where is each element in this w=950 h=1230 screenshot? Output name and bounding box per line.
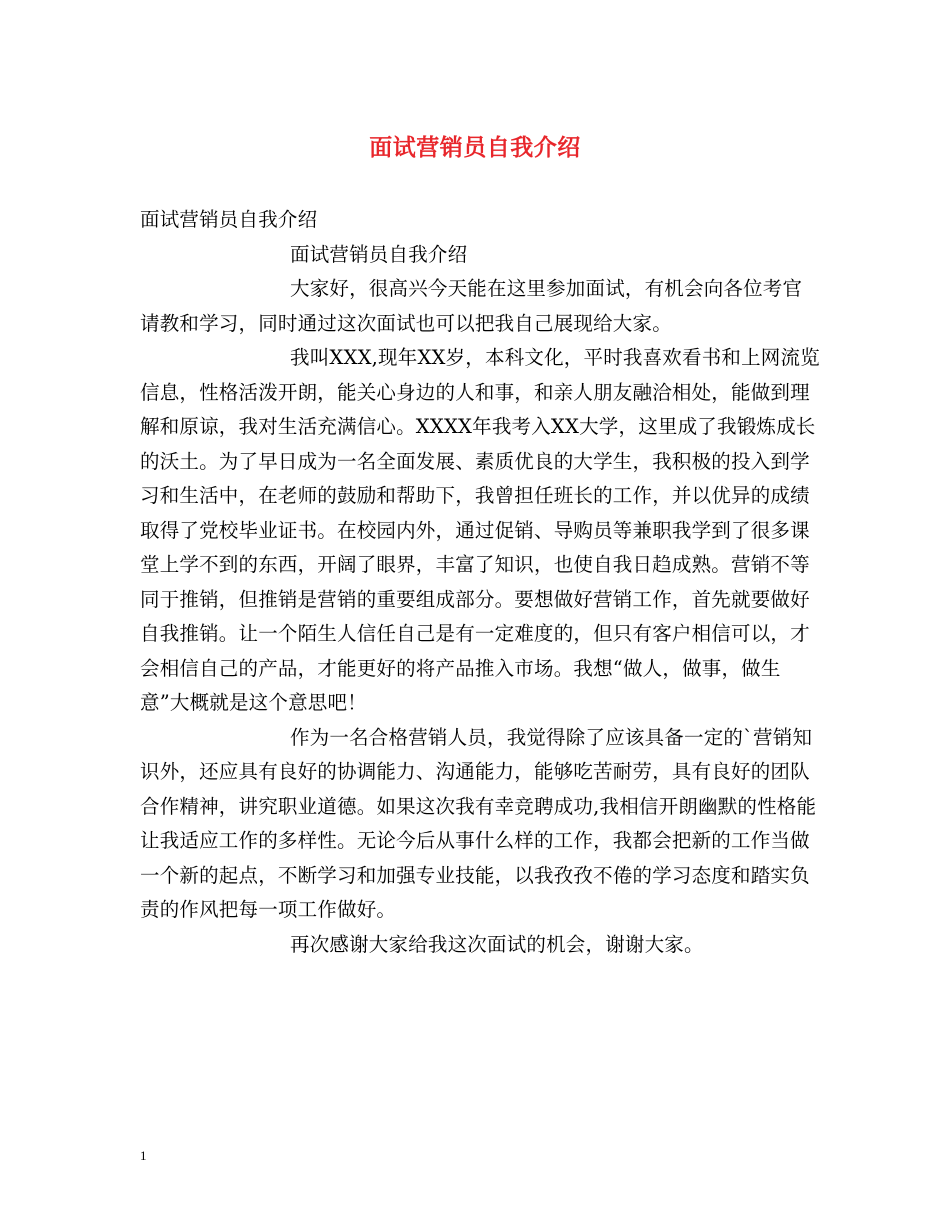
document-heading: 面试营销员自我介绍 [140, 208, 318, 231]
paragraph-qualifications: 作为一名合格营销人员，我觉得除了应该具备一定的`营销知识外，还应具有良好的协调能力、沟通能力，能够吃苦耐劳，具有良好的团队合作精神，讲究职业道德。如果这次我有幸竞聘成功,我相信开朗幽默的性格能让我适应工作的多样性。无论今后从事什么样的工作，我都会把新的工作当做一个新的起点，不断学习和加强专业技能，以我孜孜不倦的学习态度和踏实负责的作风把每一项工作做好。 [140, 725, 817, 921]
page-number: 1 [140, 1148, 147, 1163]
paragraph-closing: 再次感谢大家给我这次面试的机会，谢谢大家。 [290, 932, 704, 956]
paragraph-greeting: 大家好，很高兴今天能在这里参加面试，有机会向各位考官请教和学习，同时通过这次面试也可以把我自己展现给大家。 [140, 277, 803, 335]
document-subheading: 面试营销员自我介绍 [290, 242, 468, 266]
paragraph-background: 我叫XXX,现年XX岁，本科文化，平时我喜欢看书和上网流览信息，性格活泼开朗，能关心身边的人和事，和亲人朋友融洽相处，能做到理解和原谅，我对生活充满信心。XXXX年我考入XX大学，这里成了我锻炼成长的沃土。为了早日成为一名全面发展、素质优良的大学生，我积极的投入到学习和生活中，在老师的鼓励和帮助下，我曾担任班长的工作，并以优异的成绩取得了党校毕业证书。在校园内外，通过促销、导购员等兼职我学到了很多课堂上学不到的东西，开阔了眼界，丰富了知识，也使自我日趋成熟。营销不等同于推销，但推销是营销的重要组成部分。要想做好营销工作，首先就要做好自我推销。让一个陌生人信任自己是有一定难度的，但只有客户相信可以，才会相信自己的产品，才能更好的将产品推入市场。我想“做人，做事，做生意”大概就是这个意思吧！ [140, 346, 820, 714]
document-body [140, 203, 820, 962]
document-title: 面试营销员自我介绍 [369, 134, 581, 161]
